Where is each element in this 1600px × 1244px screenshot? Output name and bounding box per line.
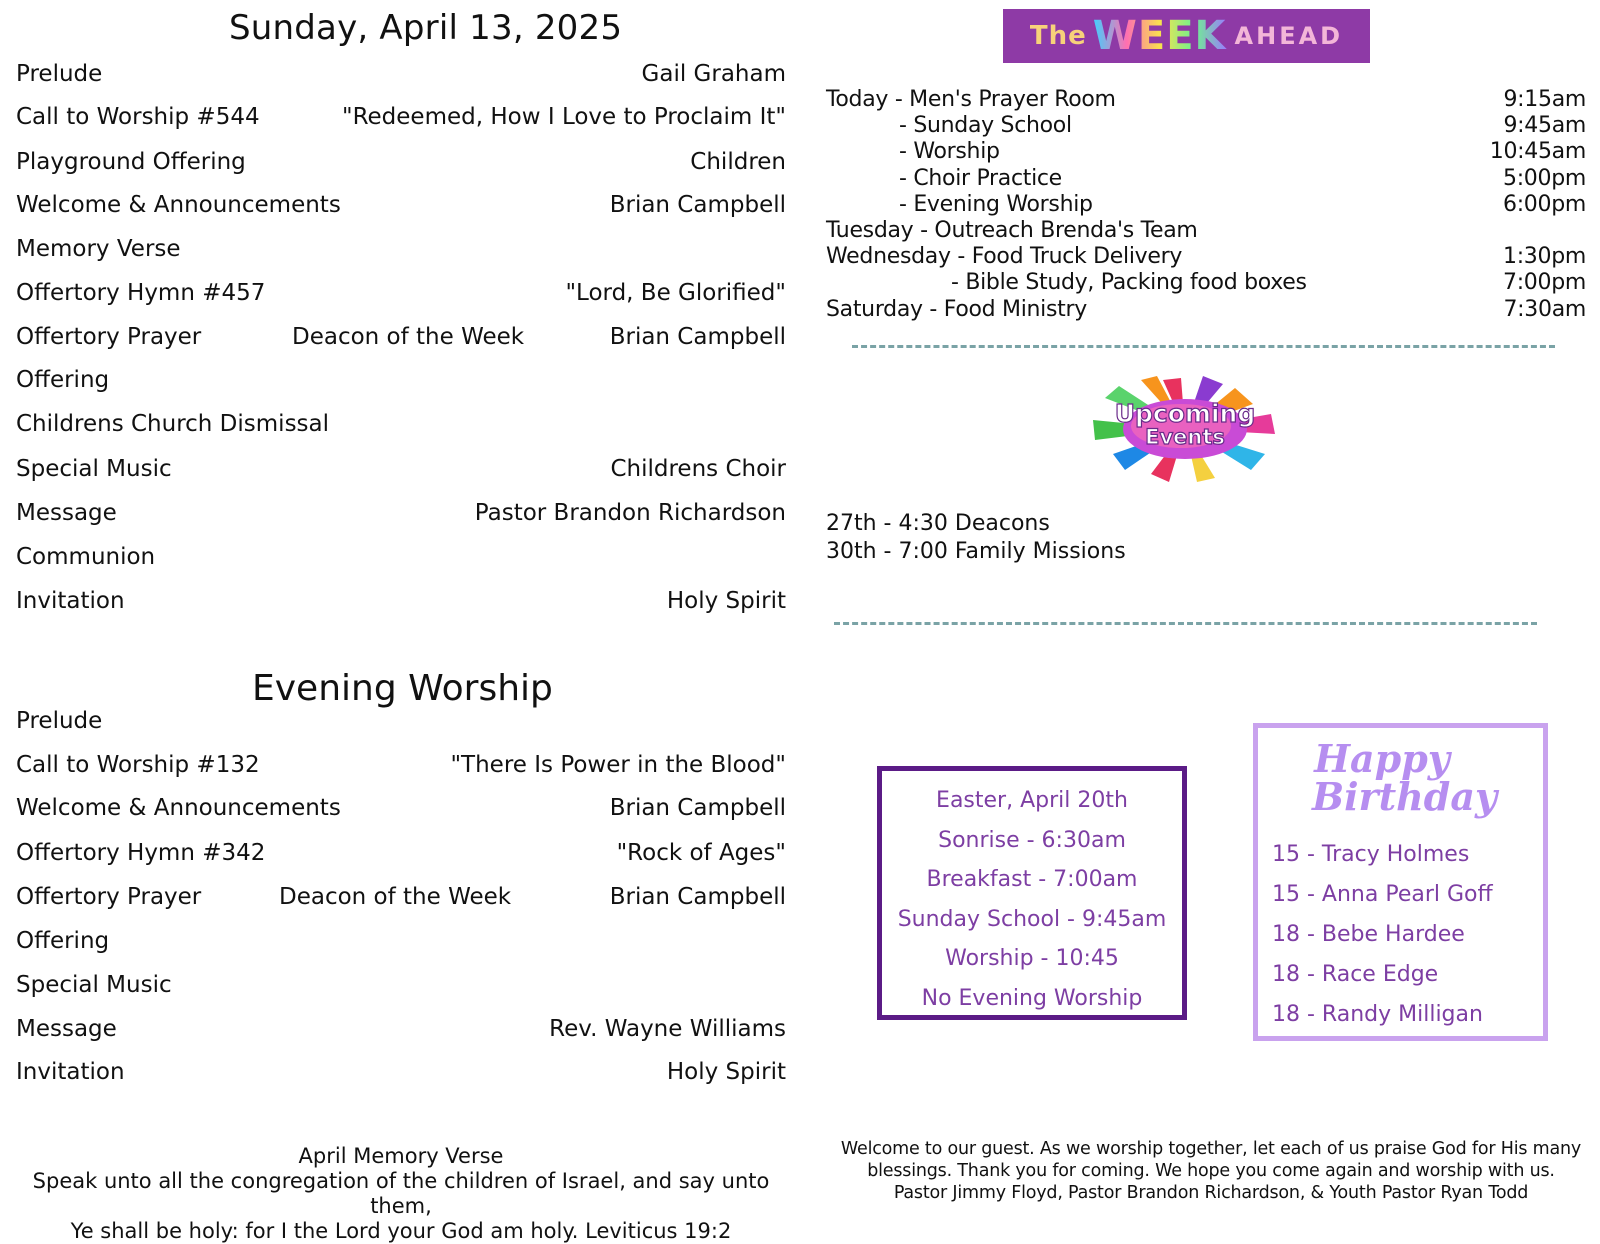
paint-splash-icon <box>1085 374 1285 484</box>
service-leader: Holy Spirit <box>666 588 786 614</box>
birthday-name: 18 - Race Edge <box>1272 962 1439 987</box>
service-row <box>16 321 786 353</box>
service-item: Childrens Church Dismissal <box>16 411 330 437</box>
schedule-time: 10:45am <box>1489 139 1586 165</box>
divider <box>834 622 1537 625</box>
service-item: Invitation <box>16 1059 125 1085</box>
service-item: Special Music <box>16 456 172 482</box>
service-row <box>16 453 786 485</box>
service-row <box>16 881 786 913</box>
banner-the: The <box>1029 21 1087 51</box>
welcome-line: Pastor Jimmy Floyd, Pastor Brandon Richardson, & Youth Pastor Ryan Todd <box>893 1183 1529 1203</box>
schedule-row <box>826 139 1586 165</box>
welcome-line: Welcome to our guest. As we worship together, let each of us praise God for His many <box>840 1139 1582 1159</box>
service-item: Call to Worship #544 <box>16 104 260 130</box>
service-leader: "There Is Power in the Blood" <box>450 752 786 778</box>
service-item: Offering <box>16 928 110 954</box>
schedule-event: - Bible Study, Packing food boxes <box>951 270 1307 296</box>
evening-title: Evening Worship <box>252 668 553 709</box>
welcome-line: blessings. Thank you for coming. We hope you come again and worship with us. <box>867 1161 1555 1181</box>
birthday-name: 15 - Tracy Holmes <box>1272 842 1470 867</box>
service-leader: "Rock of Ages" <box>616 840 786 866</box>
heading-birthday: Birthday <box>1312 774 1498 819</box>
service-row <box>16 837 786 869</box>
easter-line: Easter, April 20th <box>936 788 1128 813</box>
service-row <box>16 277 786 309</box>
service-item: Prelude <box>16 708 103 734</box>
schedule-row <box>826 166 1586 192</box>
easter-line: No Evening Worship <box>921 985 1143 1011</box>
schedule-event: - Choir Practice <box>899 165 1062 191</box>
schedule-event: Saturday - Food Ministry <box>826 296 1087 322</box>
memory-verse <box>16 1144 786 1244</box>
service-row <box>16 408 786 440</box>
service-item: Prelude <box>16 61 103 87</box>
heading-happy: Happy <box>1314 736 1450 781</box>
service-row <box>16 969 786 1001</box>
schedule-row <box>826 297 1586 323</box>
schedule-event: - Sunday School <box>899 113 1072 139</box>
schedule-time: 1:30pm <box>1503 244 1586 270</box>
service-leader: Gail Graham <box>641 61 786 87</box>
service-leader: Brian Campbell <box>609 795 786 821</box>
service-row <box>16 541 786 573</box>
service-item: Offertory Prayer <box>16 884 202 910</box>
service-item: Memory Verse <box>16 236 181 262</box>
service-item: Welcome & Announcements <box>16 795 341 821</box>
upcoming-event: 27th - 4:30 Deacons <box>826 511 1050 536</box>
easter-line: Sonrise - 6:30am <box>938 827 1126 853</box>
upcoming-events-list <box>826 510 1126 566</box>
service-row <box>16 189 786 221</box>
birthday-box <box>1253 723 1548 1041</box>
schedule-row <box>826 244 1586 270</box>
banner-week: WEEK <box>1092 13 1227 59</box>
service-role: Deacon of the Week <box>292 324 525 350</box>
schedule-time: 6:00pm <box>1503 191 1586 217</box>
service-role: Deacon of the Week <box>279 884 512 910</box>
service-row <box>16 792 786 824</box>
service-row <box>16 146 786 178</box>
logo-line2: Events <box>1145 425 1225 449</box>
service-item: Offertory Hymn #342 <box>16 840 266 866</box>
schedule-row <box>826 87 1586 113</box>
service-row <box>16 1013 786 1045</box>
service-leader: Children <box>690 149 786 175</box>
service-item: Offertory Hymn #457 <box>16 280 266 306</box>
service-row <box>16 497 786 529</box>
service-item: Offering <box>16 367 110 393</box>
service-row <box>16 101 786 133</box>
page-title: Sunday, April 13, 2025 <box>229 8 623 48</box>
schedule-event: - Evening Worship <box>899 191 1093 217</box>
service-row <box>16 233 786 265</box>
schedule-event: Today - Men's Prayer Room <box>826 87 1116 112</box>
service-leader: Brian Campbell <box>609 192 786 218</box>
service-leader: "Redeemed, How I Love to Proclaim It" <box>342 104 786 130</box>
upcoming-event: 30th - 7:00 Family Missions <box>826 539 1126 564</box>
service-item: Special Music <box>16 972 172 998</box>
schedule-event: - Worship <box>899 139 1000 165</box>
schedule-event: Wednesday - Food Truck Delivery <box>826 244 1183 270</box>
schedule-row <box>826 270 1586 296</box>
week-ahead-banner <box>1003 9 1370 63</box>
upcoming-events-logo <box>1085 374 1285 484</box>
service-item: Welcome & Announcements <box>16 192 341 218</box>
schedule-time: 9:15am <box>1503 87 1586 112</box>
birthday-name: 15 - Anna Pearl Goff <box>1272 882 1493 907</box>
service-item: Message <box>16 500 117 526</box>
banner-ahead: AHEAD <box>1234 22 1344 50</box>
schedule-time: 7:00pm <box>1503 270 1586 296</box>
welcome-message <box>836 1138 1586 1204</box>
schedule-time: 7:30am <box>1503 296 1586 322</box>
service-leader: "Lord, Be Glorified" <box>565 280 786 306</box>
service-leader: Pastor Brandon Richardson <box>474 500 786 526</box>
logo-line1: Upcoming <box>1114 399 1256 428</box>
service-item: Playground Offering <box>16 149 246 175</box>
schedule-event: Tuesday - Outreach Brenda's Team <box>826 218 1198 243</box>
schedule-time: 9:45am <box>1503 113 1586 139</box>
memory-verse-line: Ye shall be holy: for I the Lord your God am holy. Leviticus 19:2 <box>70 1219 732 1243</box>
easter-schedule-box <box>877 766 1187 1020</box>
service-leader: Holy Spirit <box>666 1059 786 1085</box>
order-of-service <box>16 0 786 1243</box>
service-item: Message <box>16 1016 117 1042</box>
schedule-row <box>826 192 1586 218</box>
memory-verse-title: April Memory Verse <box>298 1144 504 1168</box>
service-row <box>16 58 786 90</box>
service-item: Communion <box>16 544 156 570</box>
schedule-row <box>826 218 1586 244</box>
service-row <box>16 749 786 781</box>
easter-line: Sunday School - 9:45am <box>897 906 1167 932</box>
service-row <box>16 925 786 957</box>
birthday-name: 18 - Randy Milligan <box>1272 1002 1483 1027</box>
easter-line: Breakfast - 7:00am <box>926 867 1138 892</box>
service-row <box>16 705 786 737</box>
service-item: Invitation <box>16 588 125 614</box>
service-row <box>16 1056 786 1088</box>
service-item: Call to Worship #132 <box>16 752 260 778</box>
easter-line: Worship - 10:45 <box>945 946 1119 971</box>
happy-birthday-heading <box>1312 736 1498 819</box>
service-leader: Childrens Choir <box>610 456 786 482</box>
service-row <box>16 585 786 617</box>
schedule-row <box>826 113 1586 139</box>
divider <box>852 345 1555 348</box>
service-leader: Brian Campbell <box>609 884 786 910</box>
memory-verse-line: Speak unto all the congregation of the children of Israel, and say unto them, <box>32 1169 770 1218</box>
service-item: Offertory Prayer <box>16 324 202 350</box>
birthday-list <box>1272 835 1493 1035</box>
service-leader: Brian Campbell <box>609 324 786 350</box>
service-leader: Rev. Wayne Williams <box>549 1016 786 1042</box>
schedule-time: 5:00pm <box>1503 165 1586 191</box>
service-row <box>16 364 786 396</box>
birthday-name: 18 - Bebe Hardee <box>1272 922 1465 947</box>
